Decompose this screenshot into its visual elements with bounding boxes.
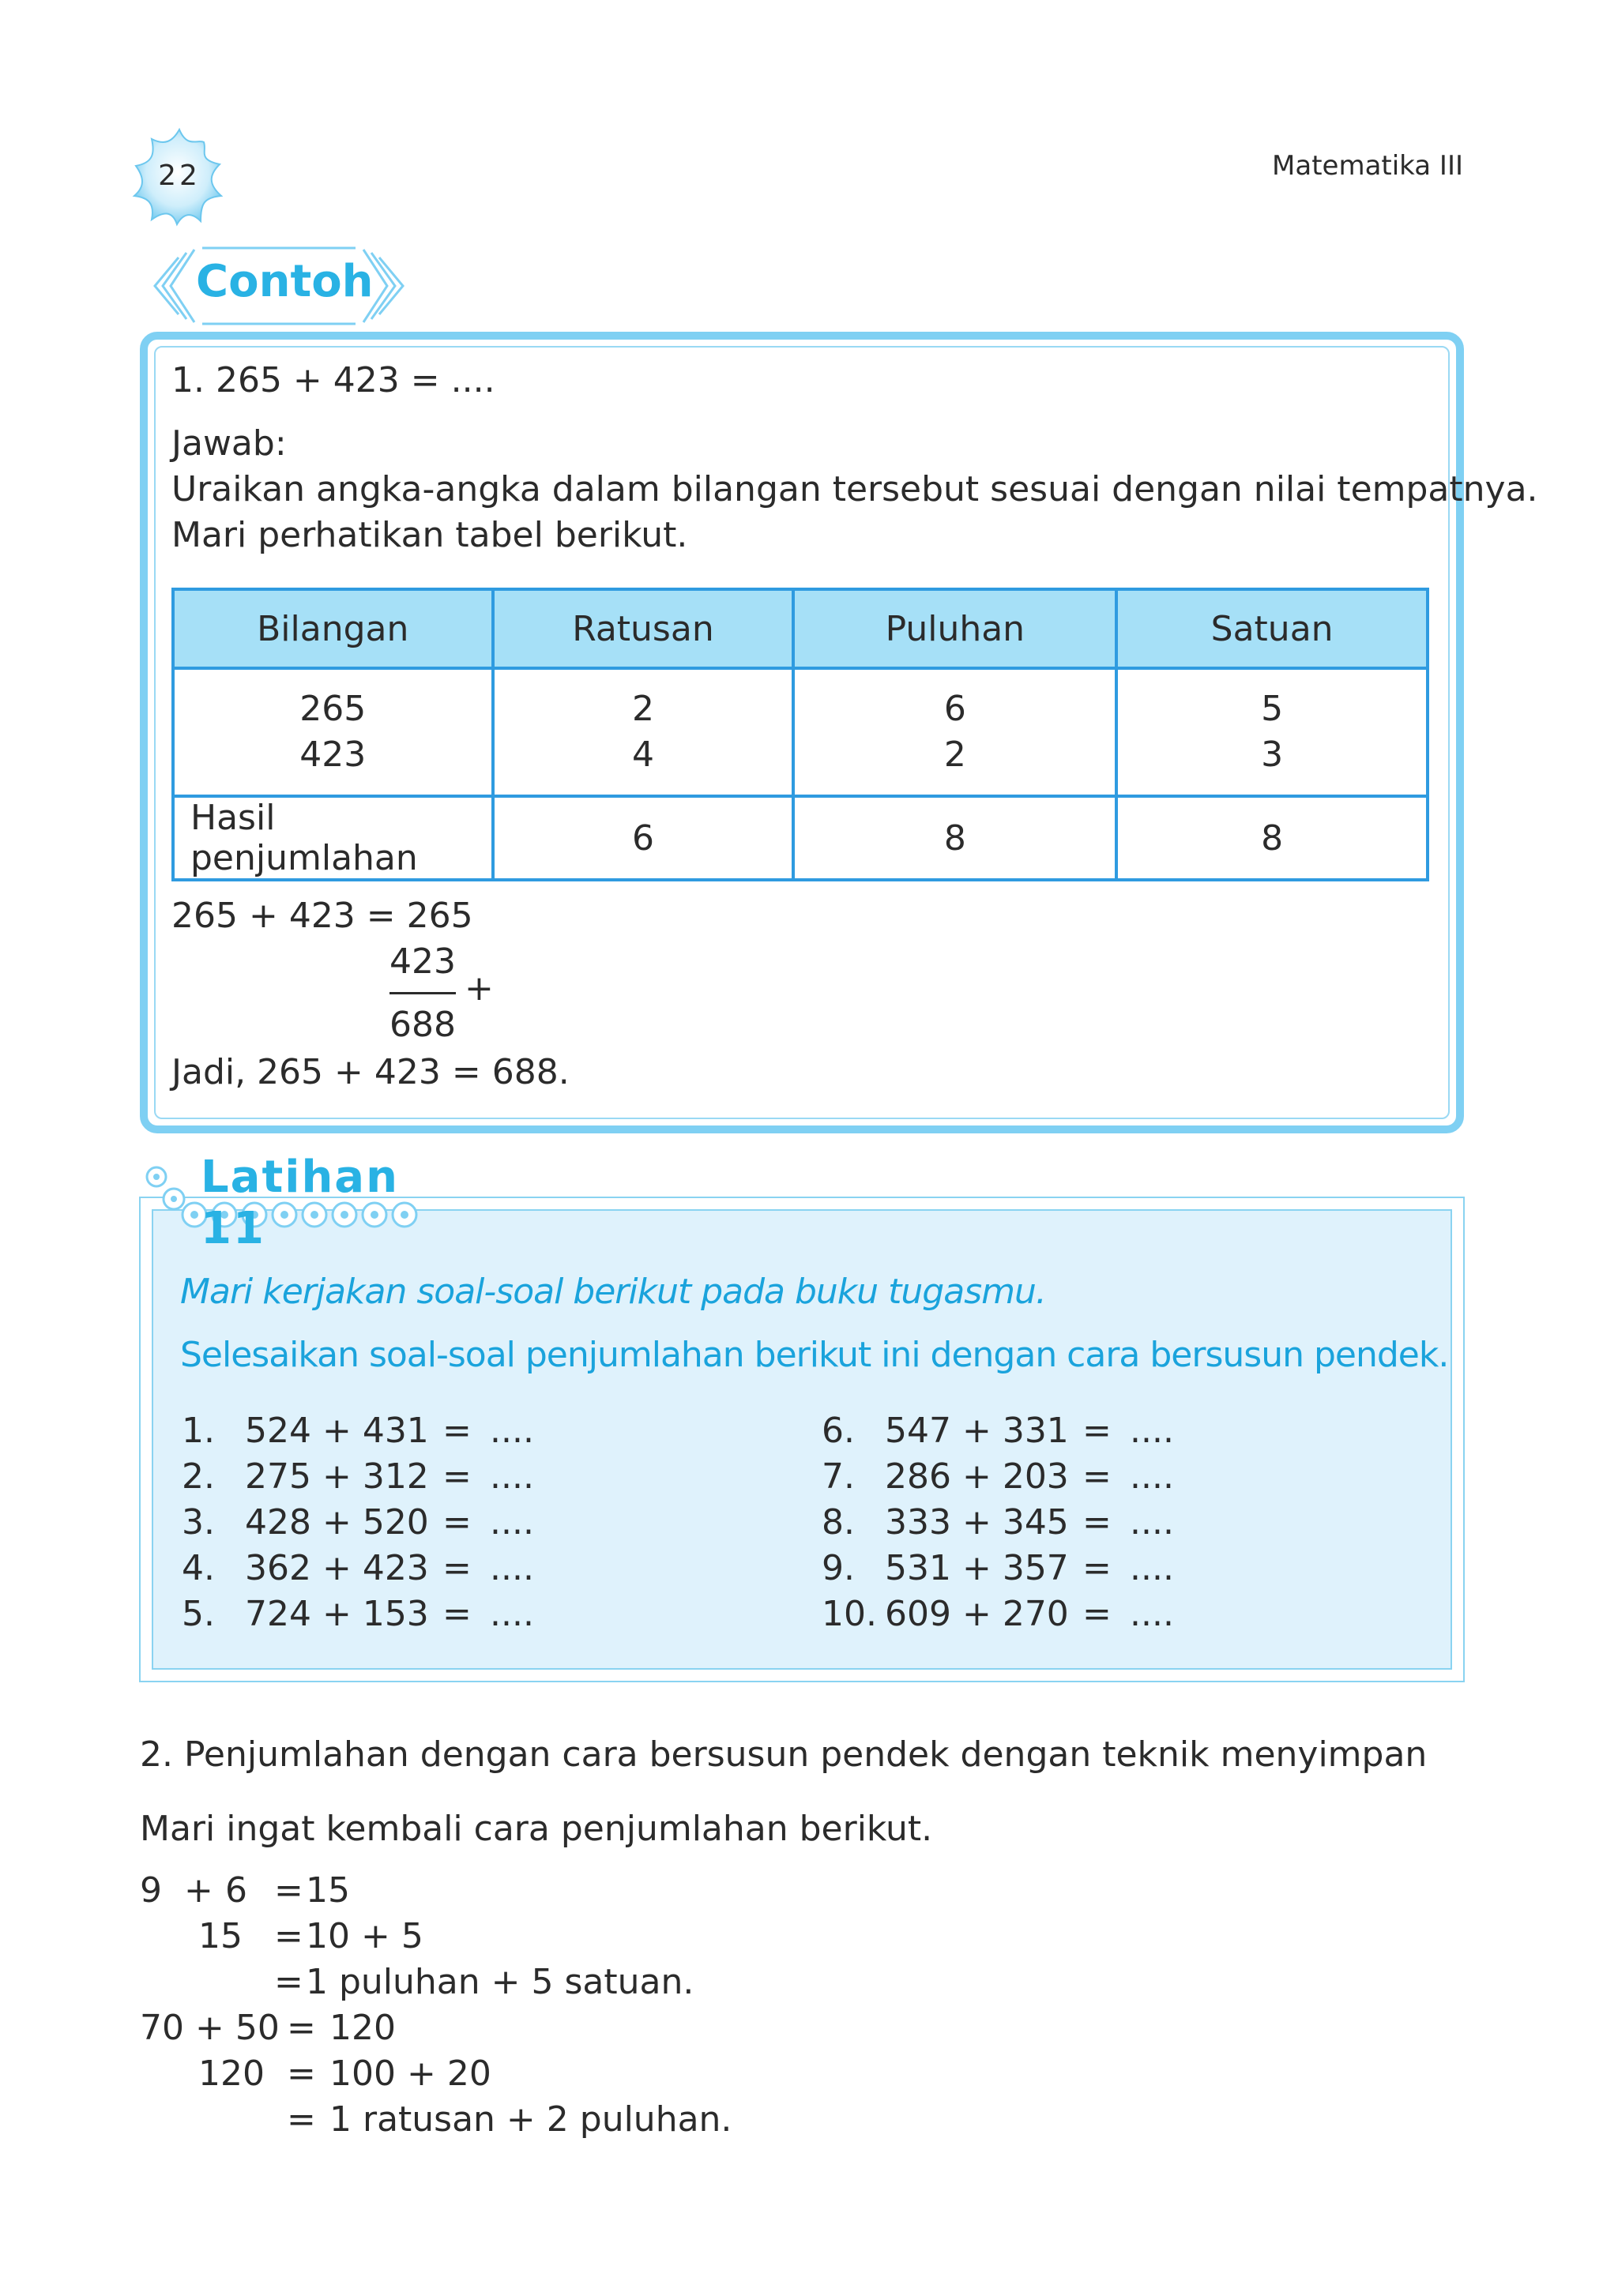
calc-operator: + xyxy=(184,1870,213,1911)
cell-value: 423 xyxy=(299,735,367,775)
calc-equals: = xyxy=(274,1870,303,1911)
column-sum-lhs: 265 + 423 = 265 xyxy=(171,896,473,936)
exercise-equals: = xyxy=(442,1456,472,1497)
section-2-heading: 2. Penjumlahan dengan cara bersusun pendek dengan teknik menyimpan xyxy=(140,1734,1428,1775)
exercise-equals: = xyxy=(442,1548,472,1588)
exercise-answer: .... xyxy=(1130,1594,1174,1634)
calc-result: 120 xyxy=(329,2008,396,2048)
cell-puluhan xyxy=(793,668,1116,796)
exercise-expression: 524 + 431 xyxy=(245,1411,429,1451)
total-label: Hasil penjumlahan xyxy=(173,796,493,880)
exercise-answer: .... xyxy=(1130,1548,1174,1588)
cell-value: 265 xyxy=(299,689,367,729)
exercise-number: 1. xyxy=(182,1411,215,1451)
latihan-instruction-1: Mari kerjakan soal-soal berikut pada buku tugasmu. xyxy=(180,1272,1046,1312)
latihan-heading xyxy=(139,1152,471,1254)
exercise-expression: 609 + 270 xyxy=(885,1594,1069,1634)
exercise-number: 10. xyxy=(822,1594,877,1634)
total-satuan: 8 xyxy=(1116,796,1428,880)
exercise-answer: .... xyxy=(1130,1502,1174,1543)
calc-result: 1 puluhan + 5 satuan. xyxy=(306,1962,694,2002)
calc-result: 15 xyxy=(306,1870,350,1911)
exercise-answer: .... xyxy=(490,1594,534,1634)
calc-term: 15 xyxy=(198,1916,243,1956)
calc-result: 100 + 20 xyxy=(329,2054,491,2094)
contoh-title: Contoh xyxy=(196,256,374,307)
exercise-equals: = xyxy=(1082,1411,1112,1451)
exercise-equals: = xyxy=(1082,1548,1112,1588)
latihan-instruction-2: Selesaikan soal-soal penjumlahan berikut ini dengan cara bersusun pendek. xyxy=(180,1335,1449,1375)
answer-label: Jawab: xyxy=(171,423,287,464)
exercise-expression: 428 + 520 xyxy=(245,1502,429,1543)
calc-term: 70 + 50 xyxy=(140,2008,280,2048)
exercise-expression: 275 + 312 xyxy=(245,1456,429,1497)
explanation-line-1: Uraikan angka-angka dalam bilangan tersebut sesuai dengan nilai tempatnya. xyxy=(171,469,1538,509)
exercise-equals: = xyxy=(1082,1502,1112,1543)
header-ratusan: Ratusan xyxy=(493,589,794,668)
exercise-expression: 547 + 331 xyxy=(885,1411,1069,1451)
exercise-number: 8. xyxy=(822,1502,855,1543)
exercise-expression: 286 + 203 xyxy=(885,1456,1069,1497)
calc-result: 1 ratusan + 2 puluhan. xyxy=(329,2099,732,2140)
page-number: 22 xyxy=(158,160,201,192)
cell-value: 3 xyxy=(1261,735,1284,775)
exercise-number: 6. xyxy=(822,1411,855,1451)
table-row xyxy=(173,668,1428,796)
exercise-equals: = xyxy=(442,1594,472,1634)
cell-bilangan xyxy=(173,668,493,796)
column-sum-addend: 423 xyxy=(389,941,456,982)
exercise-equals: = xyxy=(442,1502,472,1543)
exercise-number: 7. xyxy=(822,1456,855,1497)
table-total-row xyxy=(173,796,1428,880)
exercise-equals: = xyxy=(1082,1594,1112,1634)
exercise-answer: .... xyxy=(490,1456,534,1497)
exercise-expression: 333 + 345 xyxy=(885,1502,1069,1543)
cell-value: 4 xyxy=(631,735,654,775)
cell-value: 2 xyxy=(943,735,966,775)
column-sum-result: 688 xyxy=(389,1005,456,1045)
page-number-badge xyxy=(128,125,231,227)
total-ratusan: 6 xyxy=(493,796,794,880)
calc-equals: = xyxy=(287,2099,316,2140)
calc-term: 9 xyxy=(140,1870,162,1911)
exercise-equals: = xyxy=(1082,1456,1112,1497)
total-puluhan: 8 xyxy=(793,796,1116,880)
cell-satuan xyxy=(1116,668,1428,796)
exercise-equals: = xyxy=(442,1411,472,1451)
exercise-number: 5. xyxy=(182,1594,215,1634)
exercise-expression: 362 + 423 xyxy=(245,1548,429,1588)
header-puluhan: Puluhan xyxy=(793,589,1116,668)
sum-divider xyxy=(389,992,456,994)
header-satuan: Satuan xyxy=(1116,589,1428,668)
exercise-number: 3. xyxy=(182,1502,215,1543)
exercise-answer: .... xyxy=(490,1548,534,1588)
latihan-title: Latihan 11 xyxy=(201,1152,399,1254)
explanation-line-2: Mari perhatikan tabel berikut. xyxy=(171,515,688,555)
column-sum-plus: + xyxy=(465,968,494,1009)
calc-term: 6 xyxy=(225,1870,247,1911)
table-header-row xyxy=(173,589,1428,668)
exercise-answer: .... xyxy=(490,1502,534,1543)
cell-value: 6 xyxy=(943,689,966,729)
contoh-problem: 1. 265 + 423 = .... xyxy=(171,360,495,400)
calc-term: 120 xyxy=(198,2054,265,2094)
cell-value: 2 xyxy=(631,689,654,729)
section-2-intro: Mari ingat kembali cara penjumlahan berikut. xyxy=(140,1809,933,1849)
exercise-answer: .... xyxy=(1130,1411,1174,1451)
book-title: Matematika III xyxy=(1272,150,1463,182)
exercise-expression: 531 + 357 xyxy=(885,1548,1069,1588)
exercise-expression: 724 + 153 xyxy=(245,1594,429,1634)
header-bilangan: Bilangan xyxy=(173,589,493,668)
exercise-number: 9. xyxy=(822,1548,855,1588)
calc-equals: = xyxy=(274,1962,303,2002)
contoh-heading xyxy=(141,243,417,329)
calc-equals: = xyxy=(274,1916,303,1956)
exercise-number: 4. xyxy=(182,1548,215,1588)
calc-equals: = xyxy=(287,2054,316,2094)
calc-equals: = xyxy=(287,2008,316,2048)
exercise-answer: .... xyxy=(490,1411,534,1451)
calc-result: 10 + 5 xyxy=(306,1916,423,1956)
exercise-answer: .... xyxy=(1130,1456,1174,1497)
place-value-table xyxy=(171,588,1429,881)
cell-ratusan xyxy=(493,668,794,796)
contoh-conclusion: Jadi, 265 + 423 = 688. xyxy=(171,1052,570,1092)
cell-value: 5 xyxy=(1261,689,1284,729)
exercise-number: 2. xyxy=(182,1456,215,1497)
